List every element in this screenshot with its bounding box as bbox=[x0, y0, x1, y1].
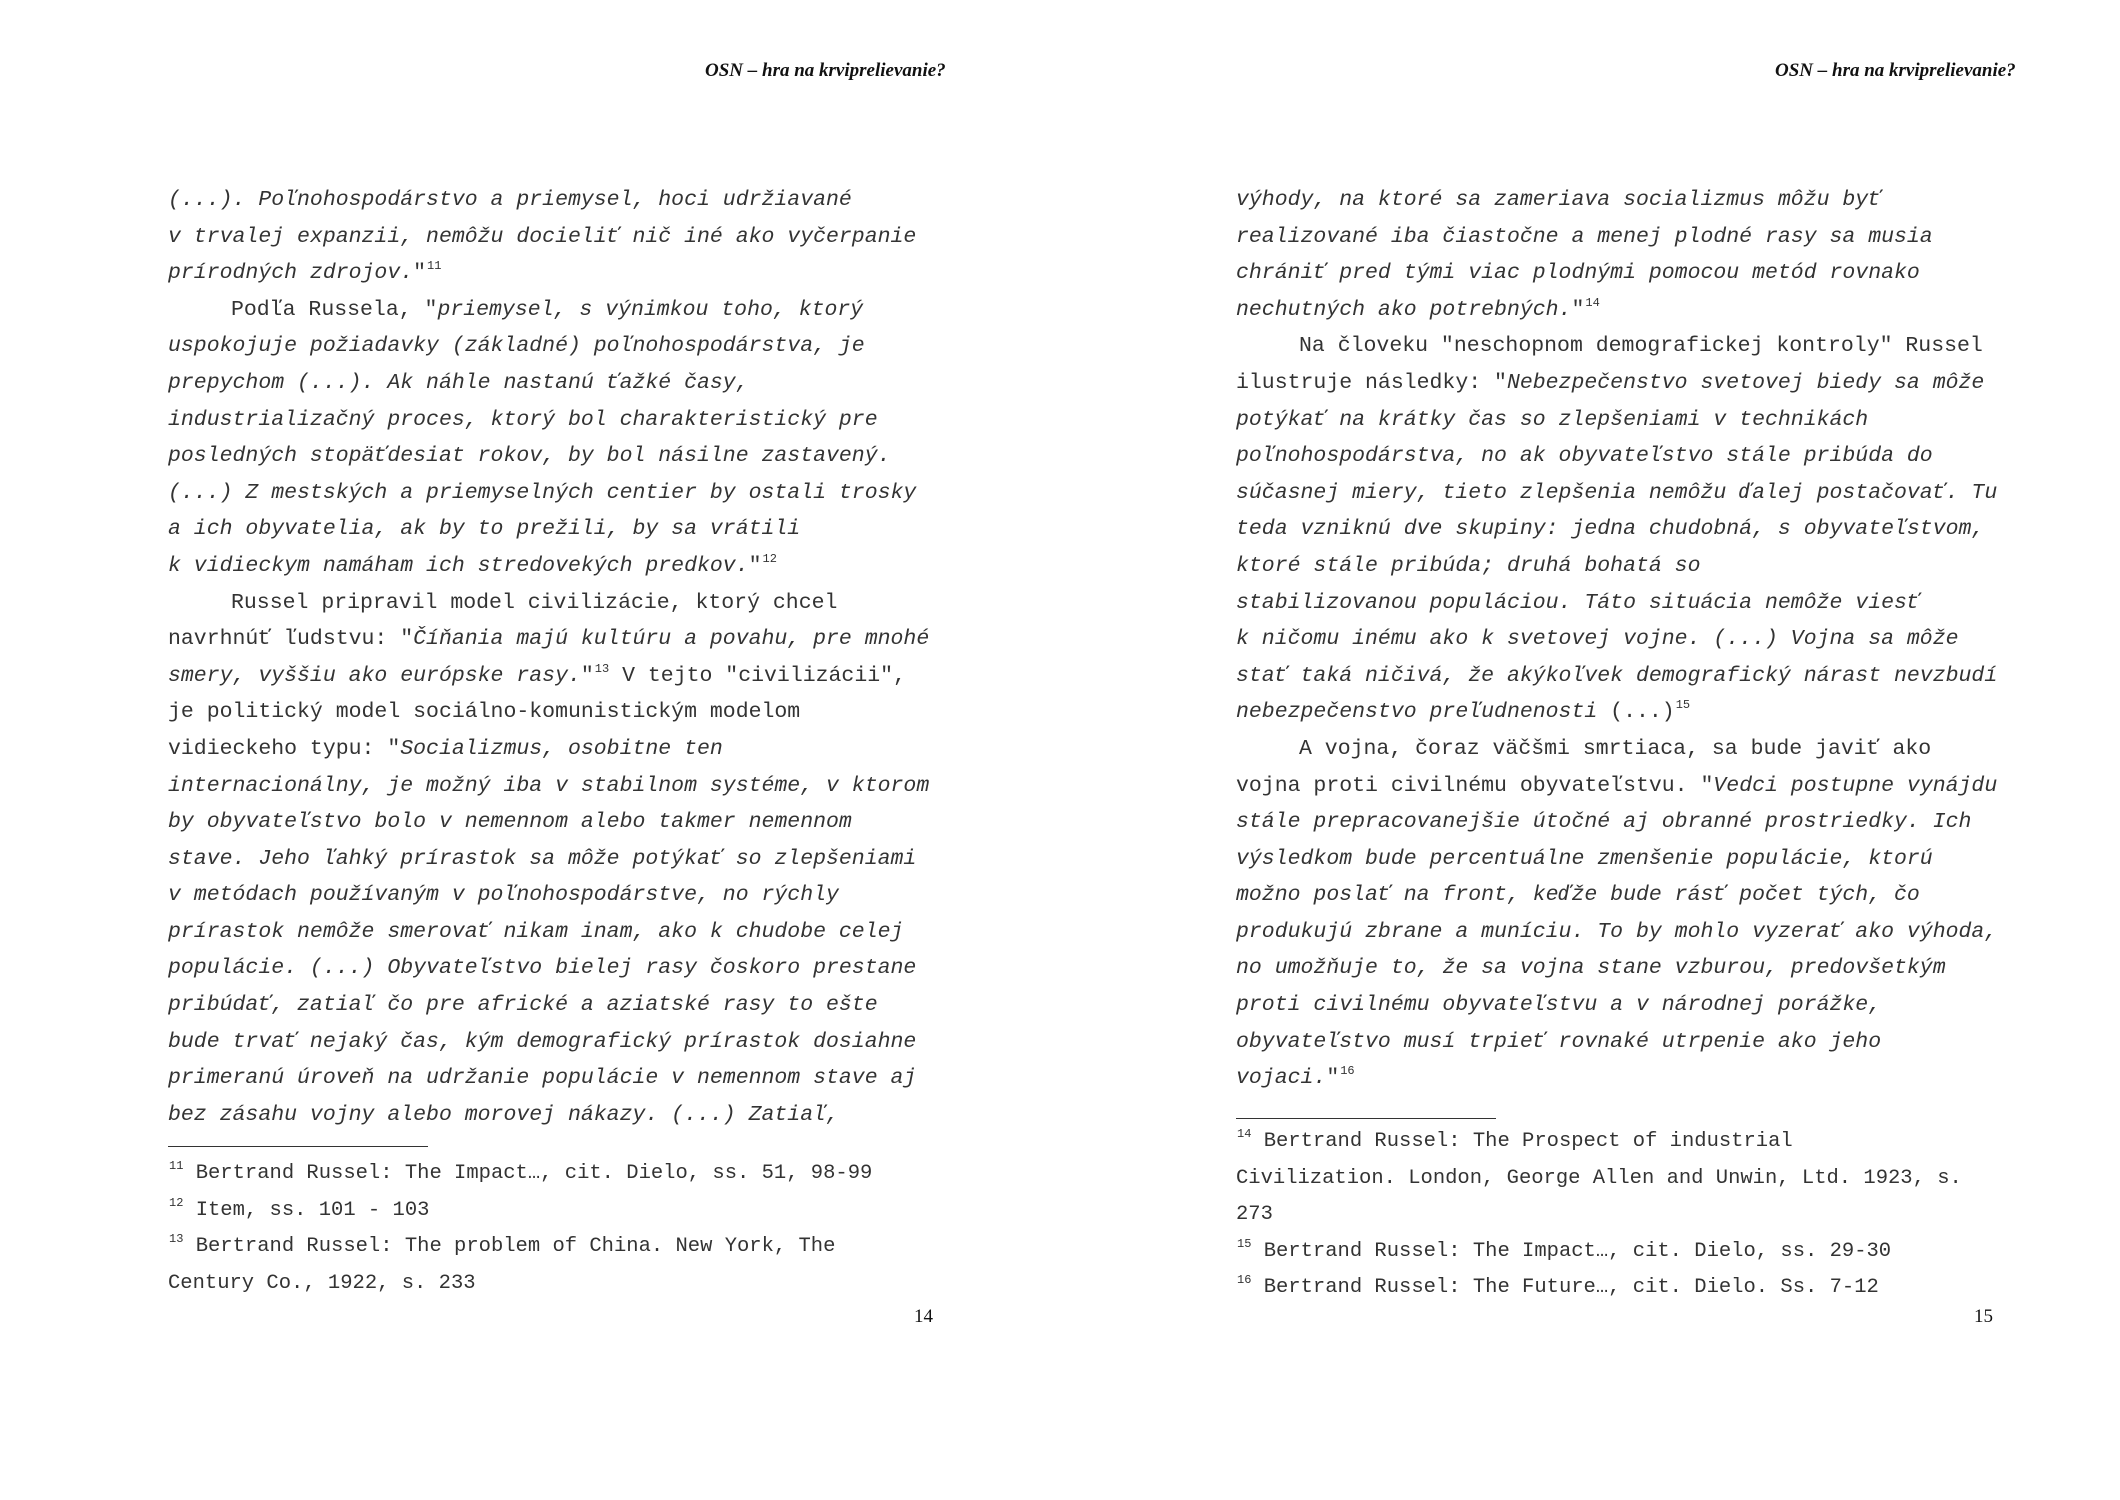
text-line bbox=[1236, 1270, 1962, 1307]
text-line bbox=[1236, 511, 1997, 548]
quote-text: výhody, na ktoré sa zameriava socializmus môžu byť bbox=[1236, 188, 1882, 212]
quote-text: prírodných zdrojov. bbox=[168, 261, 414, 286]
text-line bbox=[168, 621, 929, 658]
text-line bbox=[168, 658, 929, 695]
text-line bbox=[168, 402, 929, 439]
footnote-ref: 13 bbox=[169, 1232, 184, 1247]
quote-text: Vedci postupne vynájdu bbox=[1713, 773, 1998, 798]
text-line bbox=[1236, 804, 1997, 841]
text-segment: Bertrand Russel: The Prospect of industrial bbox=[1251, 1130, 1793, 1153]
quote-text: prepychom (...). Ak náhle nastanú ťažké časy, bbox=[168, 370, 749, 395]
quote-text: Nebezpečenstvo svetovej biedy sa môže bbox=[1506, 370, 1985, 395]
quote-text: prírastok nemôže smerovať nikam inam, ako k chudobe celej bbox=[168, 919, 904, 944]
footnote-ref: 15 bbox=[1675, 698, 1691, 713]
body-text bbox=[1236, 182, 1997, 1097]
quote-text: populácie. (...) Obyvateľstvo bielej rasy čoskoro prestane bbox=[168, 956, 917, 981]
text-line bbox=[168, 475, 929, 512]
quote-text: možno poslať na front, keďže bude rásť počet tých, čo bbox=[1236, 883, 1920, 908]
quote-text: bez zásahu vojny alebo morovej nákazy. (...) Zatiaľ, bbox=[168, 1102, 839, 1127]
text-line bbox=[168, 804, 929, 841]
text-segment: vidieckeho typu: " bbox=[168, 736, 401, 761]
text-line bbox=[168, 219, 929, 256]
quote-text: ktoré stále pribúda; druhá bohatá so bbox=[1236, 553, 1701, 578]
footnotes bbox=[1236, 1124, 1962, 1307]
text-segment: 273 bbox=[1236, 1203, 1273, 1227]
text-segment: Bertrand Russel: The Impact…, cit. Dielo, ss. 51, 98-99 bbox=[183, 1162, 873, 1185]
text-line bbox=[168, 1229, 872, 1266]
quote-text: v metódach používaným v poľnohospodárstve, no rýchly bbox=[168, 883, 839, 908]
footnote-ref: 14 bbox=[1237, 1127, 1252, 1141]
text-line bbox=[1236, 731, 1997, 768]
text-segment: Russel pripravil model civilizácie, ktorý chcel bbox=[231, 590, 838, 615]
quote-text: stave. Jeho ľahký prírastok sa môže potýkať so zlepšeniami bbox=[168, 846, 917, 871]
text-line bbox=[168, 841, 929, 878]
quote-text: internacionálny, je možný iba v stabilnom systéme, v ktorom bbox=[168, 773, 930, 798]
text-line bbox=[168, 548, 929, 585]
quote-text: (...). Poľnohospodárstvo a priemysel, hoci udržiavané bbox=[168, 188, 852, 212]
text-line bbox=[1236, 255, 1997, 292]
quote-text: stabilizovanou populáciou. Táto situácia nemôže viesť bbox=[1236, 590, 1920, 615]
text-line bbox=[1236, 658, 1997, 695]
page-number: 14 bbox=[914, 1306, 933, 1327]
text-line bbox=[1236, 292, 1997, 329]
text-segment: Na človeku "neschopnom demografickej kontroly" Russel bbox=[1299, 334, 1983, 359]
quote-text: primeranú úroveň na udržanie populácie v nemennom stave aj bbox=[168, 1066, 917, 1091]
text-segment: Century Co., 1922, s. 233 bbox=[168, 1271, 476, 1295]
quote-text: no umožňuje to, že sa vojna stane vzburou, predovšetkým bbox=[1236, 956, 1946, 981]
text-line bbox=[1236, 475, 1997, 512]
footnote-ref: 14 bbox=[1585, 295, 1600, 310]
text-line bbox=[1236, 841, 1997, 878]
footnotes bbox=[168, 1156, 872, 1302]
text-line bbox=[168, 987, 929, 1024]
text-segment: Bertrand Russel: The problem of China. New York, The bbox=[183, 1235, 836, 1259]
text-line bbox=[1236, 621, 1997, 658]
text-line bbox=[168, 1097, 929, 1134]
text-line bbox=[1236, 328, 1997, 365]
text-line bbox=[168, 182, 929, 219]
quote-text: výsledkom bude percentuálne zmenšenie populácie, ktorú bbox=[1236, 846, 1933, 871]
text-segment: " bbox=[413, 261, 427, 286]
quote-text: pribúdať, zatiaľ čo pre africké a aziatské rasy to ešte bbox=[168, 993, 878, 1018]
text-line bbox=[168, 1266, 872, 1303]
quote-text: chrániť pred tými viac plodnými pomocou metód rovnako bbox=[1236, 261, 1920, 286]
text-line bbox=[1236, 768, 1997, 805]
text-line bbox=[1236, 548, 1997, 585]
quote-text: proti civilnému obyvateľstvu a v národnej porážke, bbox=[1236, 993, 1882, 1018]
text-segment: V tejto "civilizácii", bbox=[609, 663, 906, 688]
quote-text: stať taká ničivá, že akýkoľvek demografický nárast nevzbudí bbox=[1236, 663, 1998, 688]
footnote-separator bbox=[168, 1146, 428, 1147]
quote-text: vojaci. bbox=[1236, 1066, 1327, 1091]
text-line bbox=[168, 438, 929, 475]
text-segment: (...) bbox=[1597, 700, 1675, 725]
text-segment: je politický model sociálno-komunistickým modelom bbox=[168, 700, 801, 725]
text-line bbox=[168, 292, 929, 329]
quote-text: Socializmus, osobitne ten bbox=[400, 736, 723, 761]
page-number: 15 bbox=[1974, 1306, 1993, 1327]
text-line bbox=[1236, 1161, 1962, 1198]
quote-text: uspokojuje požiadavky (základné) poľnohospodárstva, je bbox=[168, 334, 865, 359]
text-segment: " bbox=[580, 663, 594, 688]
text-line bbox=[168, 328, 929, 365]
text-line bbox=[1236, 438, 1997, 475]
quote-text: by obyvateľstvo bolo v nemennom alebo takmer nemennom bbox=[168, 810, 852, 835]
footnote-ref: 16 bbox=[1340, 1064, 1355, 1079]
quote-text: nebezpečenstvo preľudnenosti bbox=[1236, 700, 1598, 725]
footnote-ref: 15 bbox=[1237, 1236, 1252, 1251]
text-line bbox=[168, 365, 929, 402]
text-line bbox=[1236, 1124, 1962, 1161]
footnote-ref: 13 bbox=[594, 661, 610, 676]
text-line bbox=[168, 731, 929, 768]
text-line bbox=[168, 768, 929, 805]
quote-text: priemysel, s výnimkou toho, ktorý bbox=[437, 297, 864, 322]
text-line bbox=[1236, 950, 1997, 987]
text-segment: A vojna, čoraz väčšmi smrtiaca, sa bude javiť ako bbox=[1299, 736, 1932, 761]
text-line bbox=[1236, 585, 1997, 622]
text-line bbox=[1236, 987, 1997, 1024]
footnote-ref: 11 bbox=[169, 1159, 184, 1173]
text-line bbox=[168, 255, 929, 292]
quote-text: k ničomu inému ako k svetovej vojne. (...) Vojna sa môže bbox=[1236, 627, 1959, 652]
text-segment: Bertrand Russel: The Impact…, cit. Dielo, ss. 29-30 bbox=[1251, 1239, 1892, 1263]
quote-text: k vidieckym namáham ich stredovekých predkov. bbox=[168, 553, 749, 578]
quote-text: (...) Z mestských a priemyselných centier by ostali trosky bbox=[168, 480, 917, 505]
text-segment: Bertrand Russel: The Future…, cit. Dielo. Ss. 7-12 bbox=[1251, 1276, 1879, 1300]
text-line bbox=[1236, 365, 1997, 402]
body-text bbox=[168, 182, 929, 1133]
text-line bbox=[168, 1193, 872, 1230]
text-line bbox=[1236, 1060, 1997, 1097]
text-line bbox=[168, 585, 929, 622]
text-line bbox=[168, 1060, 929, 1097]
text-segment: Item, ss. 101 - 103 bbox=[183, 1198, 430, 1222]
text-segment: ilustruje následky: " bbox=[1236, 370, 1507, 395]
right-page bbox=[1060, 0, 2120, 1500]
text-segment: navrhnúť ľudstvu: " bbox=[168, 627, 414, 652]
text-segment: vojna proti civilnému obyvateľstvu. " bbox=[1236, 773, 1714, 798]
text-line bbox=[1236, 914, 1997, 951]
quote-text: posledných stopäťdesiat rokov, by bol násilne zastavený. bbox=[168, 444, 891, 469]
quote-text: nechutných ako potrebných. bbox=[1236, 297, 1572, 322]
quote-text: bude trvať nejaký čas, kým demografický prírastok dosiahne bbox=[168, 1029, 917, 1054]
quote-text: potýkať na krátky čas so zlepšeniami v technikách bbox=[1236, 407, 1869, 432]
text-line bbox=[1236, 182, 1997, 219]
footnote-ref: 16 bbox=[1237, 1273, 1252, 1288]
quote-text: a ich obyvatelia, ak by to prežili, by sa vrátili bbox=[168, 517, 801, 542]
text-segment: Civilization. London, George Allen and Unwin, Ltd. 1923, s. bbox=[1236, 1166, 1962, 1190]
text-line bbox=[168, 511, 929, 548]
quote-text: v trvalej expanzii, nemôžu docieliť nič iné ako vyčerpanie bbox=[168, 224, 917, 249]
text-line bbox=[1236, 402, 1997, 439]
text-segment: Podľa Russela, " bbox=[231, 297, 438, 322]
text-line bbox=[168, 877, 929, 914]
quote-text: smery, vyššiu ako európske rasy. bbox=[168, 663, 581, 688]
quote-text: realizované iba čiastočne a menej plodné rasy sa musia bbox=[1236, 224, 1933, 249]
text-line bbox=[1236, 1197, 1962, 1234]
quote-text: produkujú zbrane a muníciu. To by mohlo vyzerať ako výhoda, bbox=[1236, 919, 1998, 944]
quote-text: stále prepracovanejšie útočné aj obranné prostriedky. Ich bbox=[1236, 810, 1972, 835]
text-line bbox=[1236, 219, 1997, 256]
footnote-ref: 12 bbox=[169, 1195, 184, 1210]
text-line bbox=[168, 914, 929, 951]
text-line bbox=[168, 1156, 872, 1193]
running-header: OSN – hra na krviprelievanie? bbox=[1775, 60, 2016, 81]
text-segment: " bbox=[1571, 297, 1585, 322]
quote-text: teda vzniknú dve skupiny: jedna chudobná, s obyvateľstvom, bbox=[1236, 517, 1985, 542]
running-header: OSN – hra na krviprelievanie? bbox=[705, 60, 946, 81]
footnote-separator bbox=[1236, 1118, 1496, 1119]
text-line bbox=[1236, 1024, 1997, 1061]
text-line bbox=[1236, 1234, 1962, 1271]
text-line bbox=[168, 1024, 929, 1061]
footnote-ref: 11 bbox=[427, 259, 442, 274]
quote-text: súčasnej miery, tieto zlepšenia nemôžu ďalej postačovať. Tu bbox=[1236, 480, 1998, 505]
text-line bbox=[1236, 694, 1997, 731]
text-line bbox=[168, 694, 929, 731]
footnote-ref: 12 bbox=[762, 551, 777, 566]
text-segment: " bbox=[1326, 1066, 1340, 1091]
quote-text: poľnohospodárstva, no ak obyvateľstvo stále pribúda do bbox=[1236, 444, 1933, 469]
quote-text: obyvateľstvo musí trpieť rovnaké utrpenie ako jeho bbox=[1236, 1029, 1882, 1054]
text-line bbox=[168, 950, 929, 987]
text-line bbox=[1236, 877, 1997, 914]
quote-text: Číňania majú kultúru a povahu, pre mnohé bbox=[413, 627, 930, 652]
quote-text: industrializačný proces, ktorý bol charakteristický pre bbox=[168, 407, 878, 432]
text-segment: " bbox=[748, 553, 762, 578]
